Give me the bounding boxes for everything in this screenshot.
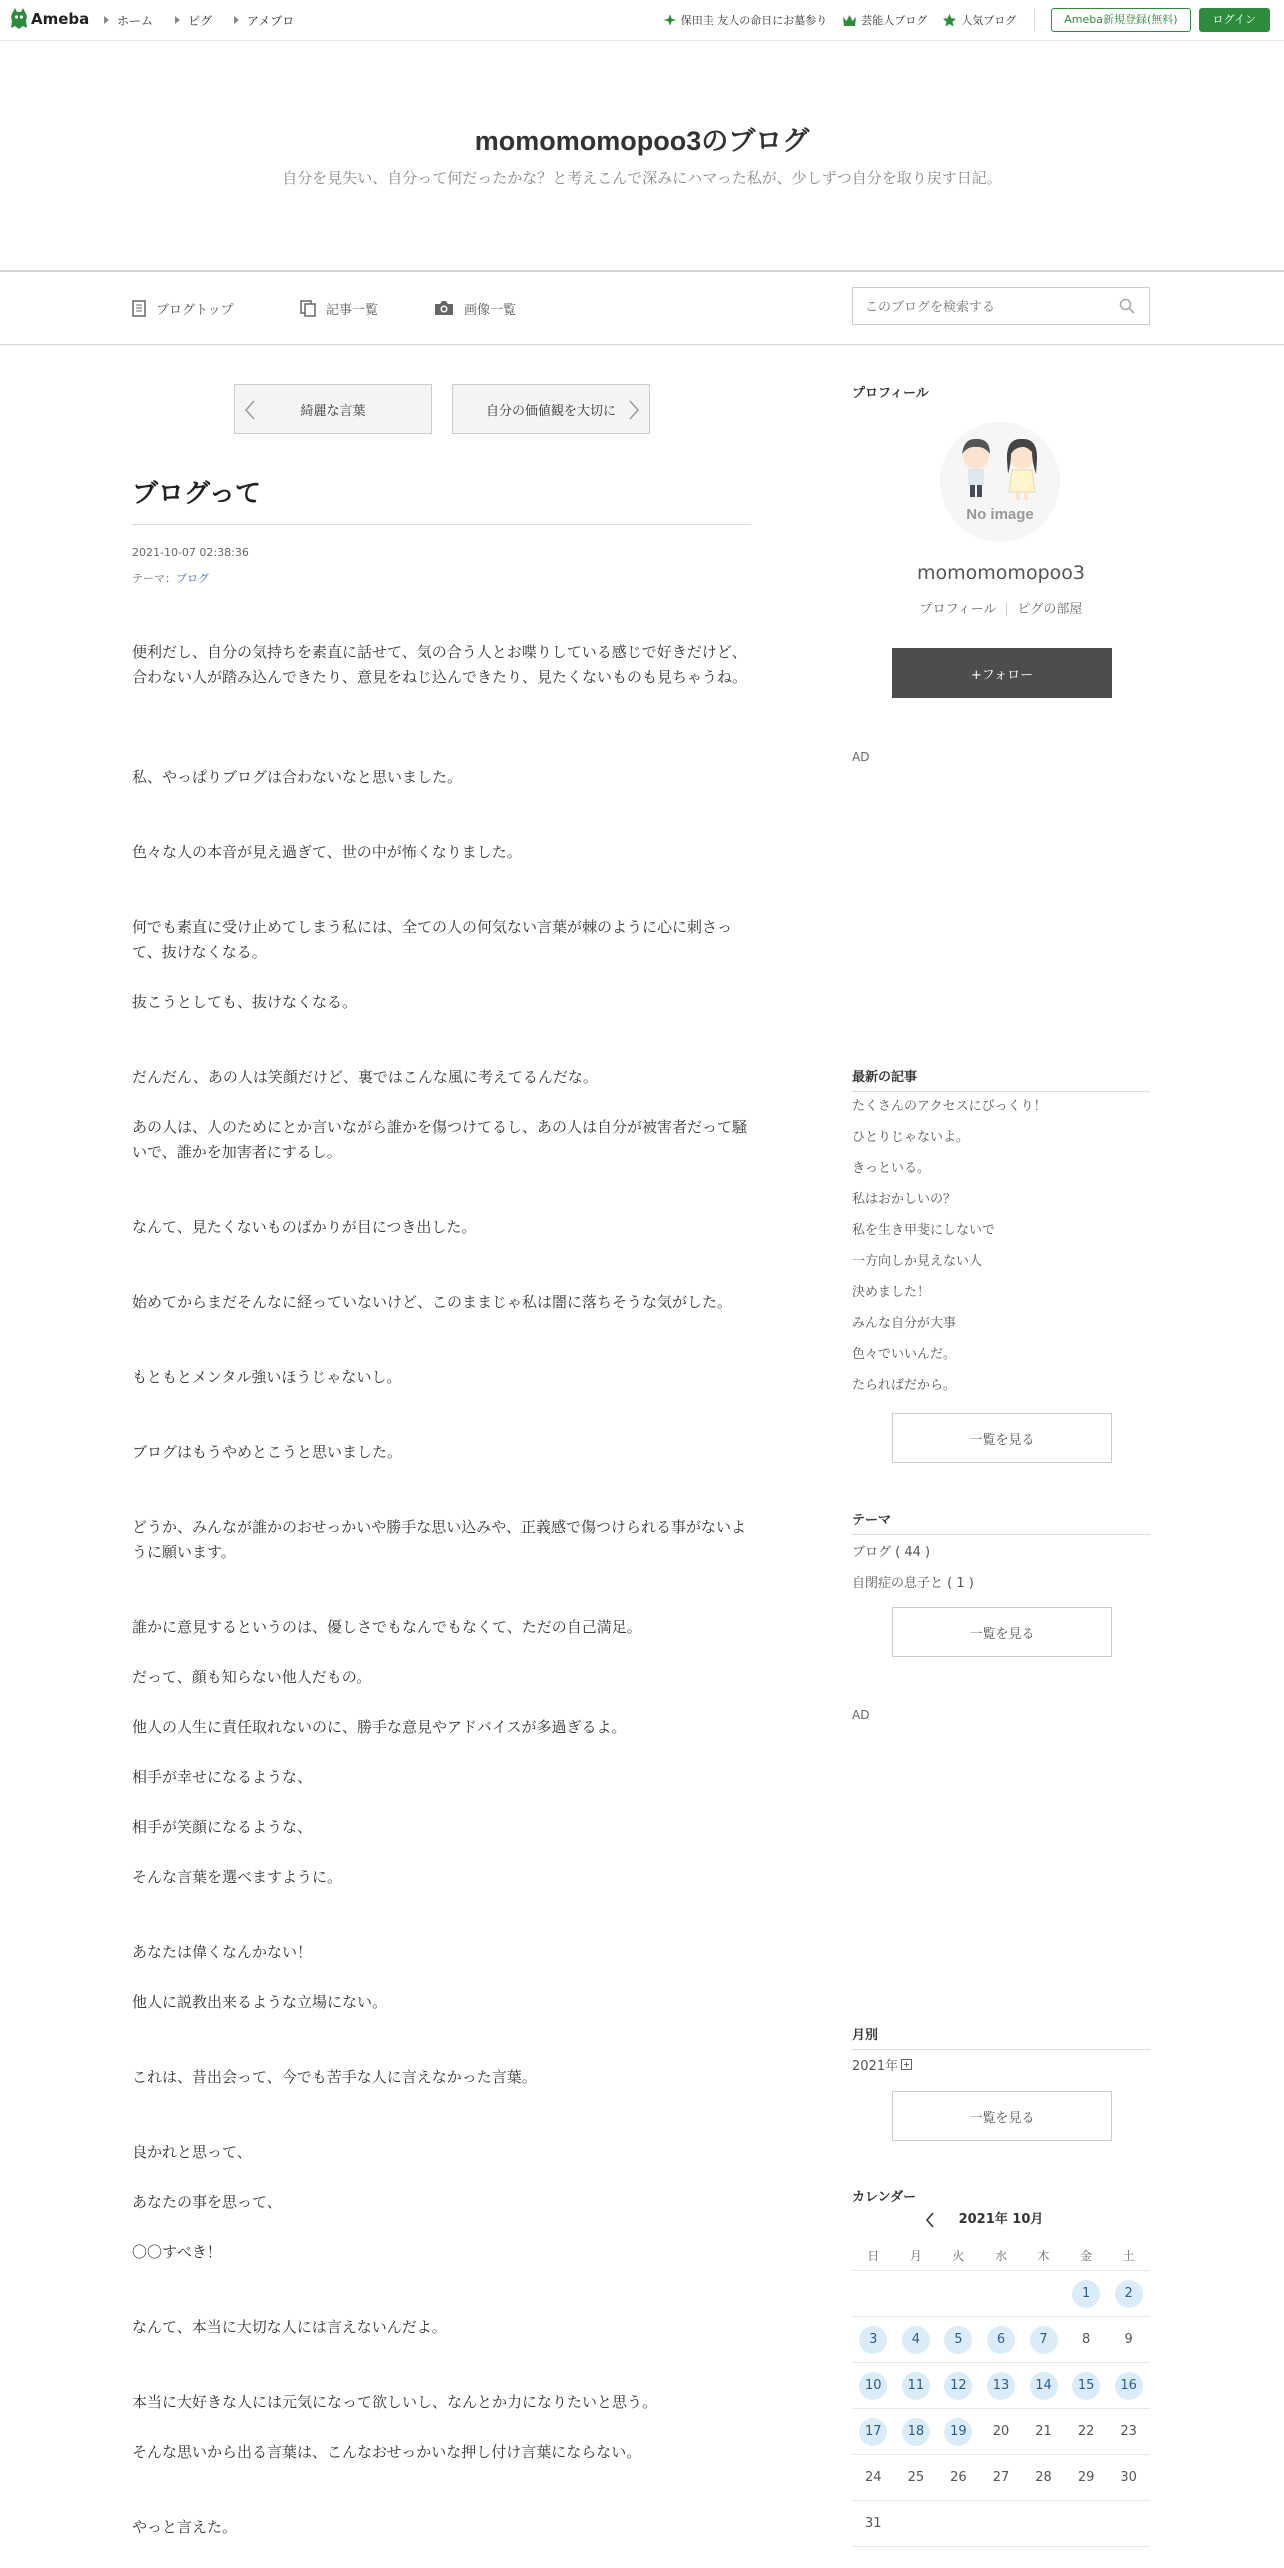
monthly-heading: 月別 [852, 2028, 879, 2043]
ameba-logo[interactable] [10, 8, 89, 30]
calendar-cell [852, 2317, 895, 2362]
calendar-month-title: 2021年 10月 [958, 2212, 1044, 2227]
avatar-caption: No image [966, 506, 1034, 523]
entry-paragraph: 私、やっぱりブログは合わないなと思いました。 [132, 768, 463, 786]
recent-entries-heading: 最新の記事 [852, 1070, 918, 1085]
calendar-cell [1022, 2409, 1065, 2454]
entry-paragraph: 何でも素直に受け止めてしまう私には、全ての人の何気ない言葉が棘のように心に刺さって、抜けなくなる。 [132, 918, 733, 961]
login-button[interactable]: ログイン [1199, 8, 1270, 32]
profile-heading: プロフィール [852, 386, 929, 401]
calendar-day-link[interactable]: 13 [987, 2372, 1015, 2400]
calendar-week-row [852, 2501, 1150, 2547]
calendar-heading: カレンダー [852, 2190, 917, 2205]
divider [852, 1091, 1150, 1092]
entry-paragraph: 他人の人生に責任取れないのに、勝手な意見やアドバイスが多過ぎるよ。 [132, 1718, 627, 1736]
separator [1006, 603, 1007, 616]
calendar-cell [1065, 2409, 1108, 2454]
entry-theme-link[interactable]: ブログ [176, 572, 209, 585]
profile-links [852, 598, 1150, 617]
calendar-cell [980, 2271, 1023, 2316]
calendar-weekday: 木 [1037, 2248, 1050, 2263]
pigg-room-link[interactable]: ピグの部屋 [1017, 602, 1083, 617]
camera-icon [434, 300, 454, 316]
recent-entry-link[interactable]: みんな自分が大事 [852, 1316, 957, 1331]
calendar-cell [980, 2501, 1023, 2546]
calendar-cell [1107, 2317, 1150, 2362]
search-icon[interactable] [1119, 298, 1135, 314]
theme-link[interactable]: ブログ ( 44 ) [852, 1545, 931, 1560]
blog-title[interactable]: momomomopoo3のブログ [474, 126, 810, 156]
copy-icon [300, 300, 316, 317]
calendar-cell [895, 2455, 938, 2500]
ad-label: AD [852, 1708, 870, 1722]
theme-more-button[interactable]: 一覧を見る [892, 1607, 1112, 1657]
calendar-day-link[interactable]: 2 [1115, 2280, 1143, 2308]
calendar-cell [1065, 2455, 1108, 2500]
nav-entry-list-label: 記事一覧 [326, 302, 379, 318]
blog-search-input[interactable] [863, 288, 1107, 326]
calendar-day-link[interactable]: 19 [944, 2418, 972, 2446]
calendar-weekday-row [852, 2240, 1150, 2271]
profile-link[interactable]: プロフィール [919, 602, 997, 617]
crown-icon [843, 15, 856, 26]
triangle-right-icon [175, 16, 180, 24]
calendar-day: 20 [992, 2424, 1010, 2439]
celebrity-blog-link-label: 芸能人ブログ [861, 14, 928, 27]
calendar-cell [1107, 2501, 1150, 2546]
nav-blog-top[interactable] [132, 272, 234, 344]
calendar-cell [1065, 2271, 1108, 2316]
entry-paragraph: もともとメンタル強いほうじゃないし。 [132, 1368, 402, 1386]
calendar-weekday: 日 [867, 2248, 880, 2263]
calendar-day: 25 [907, 2470, 925, 2485]
global-nav-pigg[interactable] [175, 12, 212, 29]
recent-entry-link[interactable]: 私を生き甲斐にしないで [852, 1223, 996, 1238]
global-header [0, 0, 1284, 41]
ameba-logo-text: Ameba [31, 10, 90, 28]
ad-label: AD [852, 750, 870, 764]
calendar-day: 21 [1035, 2424, 1052, 2439]
calendar-cell [852, 2271, 895, 2316]
calendar-day: 26 [950, 2470, 967, 2485]
calendar-cell [1022, 2271, 1065, 2316]
calendar-weekday: 土 [1122, 2248, 1135, 2263]
calendar-cell [1107, 2271, 1150, 2316]
global-nav [104, 0, 316, 40]
calendar-day: 30 [1120, 2470, 1137, 2485]
calendar-day-link[interactable]: 17 [859, 2418, 887, 2446]
nav-image-list[interactable] [434, 272, 516, 344]
register-button[interactable]: Ameba新規登録(無料) [1051, 8, 1190, 32]
entry-paragraph: 他人に説教出来るような立場にない。 [132, 1993, 388, 2011]
entry-paragraph: なんて、見たくないものばかりが目につき出した。 [132, 1218, 477, 1236]
calendar-cell [980, 2317, 1023, 2362]
global-nav-ameblo-label: アメブロ [247, 13, 295, 28]
calendar-cell [895, 2363, 938, 2408]
calendar-cell [937, 2501, 980, 2546]
calendar-cell [852, 2455, 895, 2500]
nav-blog-top-label: ブログトップ [156, 302, 234, 318]
entry-paragraph: 抜こうとしても、抜けなくなる。 [132, 993, 358, 1011]
entry-paragraph: あの人は、人のためにとか言いながら誰かを傷つけてるし、あの人は自分が被害者だって騒いで、誰かを加害者にするし。 [132, 1118, 748, 1161]
calendar-day-link[interactable]: 10 [859, 2372, 887, 2400]
calendar-day-link[interactable]: 12 [944, 2372, 972, 2400]
entry-paragraph: 相手が笑顔になるような、 [132, 1818, 313, 1836]
profile-avatar[interactable] [940, 422, 1060, 542]
calendar-day: 23 [1120, 2424, 1137, 2439]
blog-description: 自分を見失い、自分って何だったかな？と考えこんで深みにハマった私が、少しずつ自分を取り戻す日記。 [282, 169, 1002, 187]
blog-search [852, 287, 1150, 325]
recent-entry-link[interactable]: 色々でいいんだ。 [852, 1347, 957, 1362]
expand-plus-icon [901, 2059, 912, 2070]
calendar-cell [1107, 2363, 1150, 2408]
sparkle-icon [664, 14, 676, 26]
divider [852, 2049, 1150, 2050]
trending-link-label: 保田圭 友人の命日にお墓参り [680, 14, 828, 27]
ameba-mascot-icon [10, 8, 28, 30]
entry-paragraph: 便利だし、自分の気持ちを素直に話せて、気の合う人とお喋りしている感じで好きだけど、合わない人が踏み込んできたり、意見をねじ込んできたり、見たくないものも見ちゃうね。 [132, 643, 748, 686]
prev-entry-button[interactable] [234, 384, 432, 434]
entry-paragraph: そんな思いから出る言葉は、こんなおせっかいな押し付け言葉にならない。 [132, 2443, 642, 2461]
entry-paragraph: 誰かに意見するというのは、優しさでもなんでもなくて、ただの自己満足。 [132, 1618, 642, 1636]
global-nav-home[interactable] [104, 12, 153, 29]
follow-button[interactable]: +フォロー [892, 648, 1112, 698]
recent-entry-link[interactable]: 一方向しか見えない人 [852, 1254, 983, 1269]
trending-link[interactable] [664, 12, 828, 28]
entry-paragraph: そんな言葉を選べますように。 [132, 1868, 343, 1886]
global-nav-home-label: ホーム [117, 13, 154, 28]
popular-blog-link-label: 人気ブログ [961, 14, 1017, 27]
calendar-cell [937, 2409, 980, 2454]
calendar-weekday: 火 [952, 2248, 965, 2263]
entry-title: ブログって [132, 479, 261, 509]
recent-more-button[interactable]: 一覧を見る [892, 1413, 1112, 1463]
calendar-day: 28 [1035, 2470, 1052, 2485]
calendar-cell [980, 2409, 1023, 2454]
recent-entry-link[interactable]: たらればだから。 [852, 1378, 957, 1393]
recent-entry-link[interactable]: 私はおかしいの？ [852, 1192, 957, 1207]
calendar-day: 27 [992, 2470, 1010, 2485]
blog-header [0, 41, 1284, 270]
entry-paragraph: これは、昔出会って、今でも苦手な人に言えなかった言葉。 [132, 2068, 537, 2086]
calendar-week-row [852, 2317, 1150, 2363]
calendar-cell [1022, 2455, 1065, 2500]
calendar-day-link[interactable]: 14 [1030, 2372, 1058, 2400]
calendar-cell [1107, 2455, 1150, 2500]
popular-blog-link[interactable] [943, 12, 1016, 28]
chevron-right-icon [629, 400, 639, 420]
calendar-cell [980, 2363, 1023, 2408]
blog-nav [0, 270, 1284, 345]
calendar-day-link[interactable]: 11 [902, 2372, 930, 2400]
monthly-more-button[interactable]: 一覧を見る [892, 2091, 1112, 2141]
divider [852, 1534, 1150, 1535]
profile-name[interactable]: momomomopoo3 [917, 562, 1085, 584]
entry-paragraph: 相手が幸せになるような、 [132, 1768, 313, 1786]
calendar-day-link[interactable]: 4 [902, 2326, 930, 2354]
recent-entries-list [852, 1096, 1150, 1406]
calendar-day-link[interactable]: 18 [902, 2418, 930, 2446]
calendar-cell [852, 2409, 895, 2454]
entry-paragraph: どうか、みんなが誰かのおせっかいや勝手な思い込みや、正義感で傷つけられる事がないように願います。 [132, 1518, 746, 1561]
chevron-left-icon [245, 400, 255, 420]
global-nav-ameblo[interactable] [234, 12, 294, 29]
calendar-day-link[interactable]: 1 [1072, 2280, 1100, 2308]
calendar-day: 8 [1081, 2332, 1091, 2347]
calendar-cell [1022, 2317, 1065, 2362]
calendar-weekday: 水 [994, 2248, 1007, 2263]
entry-paragraph: 良かれと思って、 [132, 2143, 252, 2161]
calendar-day-link[interactable]: 15 [1072, 2372, 1100, 2400]
global-links [648, 0, 1270, 40]
calendar-cell [1065, 2501, 1108, 2546]
entry-paragraph: だって、顔も知らない他人だもの。 [132, 1668, 372, 1686]
next-entry-button[interactable] [452, 384, 650, 434]
entry-theme-label: テーマ： [132, 572, 176, 585]
entry-paragraph: 本当に大好きな人には元気になって欲しいし、なんとか力になりたいと思う。 [132, 2393, 658, 2411]
global-nav-pigg-label: ピグ [188, 13, 213, 28]
calendar-day-link[interactable]: 5 [944, 2326, 972, 2354]
entry-title-divider [132, 524, 751, 525]
calendar-cell [1065, 2363, 1108, 2408]
prev-entry-label: 綺麗な言葉 [300, 403, 366, 419]
calendar-week-row [852, 2271, 1150, 2317]
calendar-week-row [852, 2455, 1150, 2501]
calendar-cell [895, 2409, 938, 2454]
entry-paragraph: 色々な人の本音が見え過ぎて、世の中が怖くなりました。 [132, 843, 522, 861]
calendar-cell [1022, 2363, 1065, 2408]
calendar-day: 31 [865, 2516, 882, 2531]
star-icon [943, 14, 956, 27]
recent-entry-link[interactable]: 決めました！ [852, 1285, 931, 1300]
calendar-cell [895, 2317, 938, 2362]
calendar-cell [1022, 2501, 1065, 2546]
nav-entry-list[interactable] [300, 272, 378, 344]
calendar-day: 29 [1077, 2470, 1095, 2485]
entry-date: 2021-10-07 02:38:36 [132, 546, 249, 559]
calendar-day-link[interactable]: 16 [1115, 2372, 1143, 2400]
calendar-week-row [852, 2363, 1150, 2409]
calendar-cell [937, 2455, 980, 2500]
celebrity-blog-link[interactable] [843, 12, 927, 28]
divider [1034, 9, 1035, 31]
calendar-day: 24 [865, 2470, 882, 2485]
nav-image-list-label: 画像一覧 [464, 302, 517, 318]
calendar-cell [1107, 2409, 1150, 2454]
entry-paragraph: あなたの事を思って、 [132, 2193, 282, 2211]
recent-entry-link[interactable]: ひとりじゃないよ。 [852, 1130, 970, 1145]
entry-paragraph: 〇〇すべき！ [132, 2243, 222, 2261]
entry-paragraph: 始めてからまだそんなに経っていないけど、このままじゃ私は闇に落ちそうな気がした。 [132, 1293, 733, 1311]
calendar-cell [1065, 2317, 1108, 2362]
theme-link[interactable]: 自閉症の息子と ( 1 ) [852, 1576, 974, 1591]
triangle-right-icon [104, 16, 109, 24]
document-icon [132, 300, 146, 317]
entry-theme [132, 570, 209, 586]
theme-heading: テーマ [852, 1513, 892, 1528]
calendar-day: 22 [1077, 2424, 1095, 2439]
recent-entry-link[interactable]: たくさんのアクセスにびっくり！ [852, 1099, 1047, 1114]
calendar-cell [895, 2271, 938, 2316]
triangle-right-icon [234, 16, 239, 24]
entry-paragraph: だんだん、あの人は笑顔だけど、裏ではこんな風に考えてるんだな。 [132, 1068, 598, 1086]
calendar-cell [852, 2363, 895, 2408]
calendar-day-link[interactable]: 6 [987, 2326, 1015, 2354]
calendar-weekday: 金 [1080, 2248, 1093, 2263]
calendar-week-row [852, 2409, 1150, 2455]
entry-paragraph: なんて、本当に大切な人には言えないんだよ。 [132, 2318, 447, 2336]
calendar-cell [937, 2363, 980, 2408]
archive-year[interactable] [852, 2055, 912, 2074]
calendar-cell [852, 2501, 895, 2546]
calendar-cell [895, 2501, 938, 2546]
entry-paragraph: やっと言えた。 [132, 2518, 238, 2536]
calendar-day: 9 [1124, 2332, 1133, 2347]
calendar-grid [852, 2240, 1150, 2547]
next-entry-label: 自分の価値観を大切に [485, 403, 616, 419]
entry-paragraph: あなたは偉くなんかない！ [132, 1943, 313, 1961]
calendar-cell [937, 2271, 980, 2316]
recent-entry-link[interactable]: きっといる。 [852, 1161, 931, 1176]
calendar-cell [980, 2455, 1023, 2500]
calendar-cell [937, 2317, 980, 2362]
calendar-day-link[interactable]: 7 [1030, 2326, 1058, 2354]
archive-year-label: 2021年 [852, 2059, 899, 2074]
calendar-day-link[interactable]: 3 [859, 2326, 887, 2354]
entry-paragraph: ブログはもうやめとこうと思いました。 [132, 1443, 403, 1461]
calendar-weekday: 月 [909, 2248, 922, 2263]
avatar-placeholder-icon [940, 422, 1060, 542]
